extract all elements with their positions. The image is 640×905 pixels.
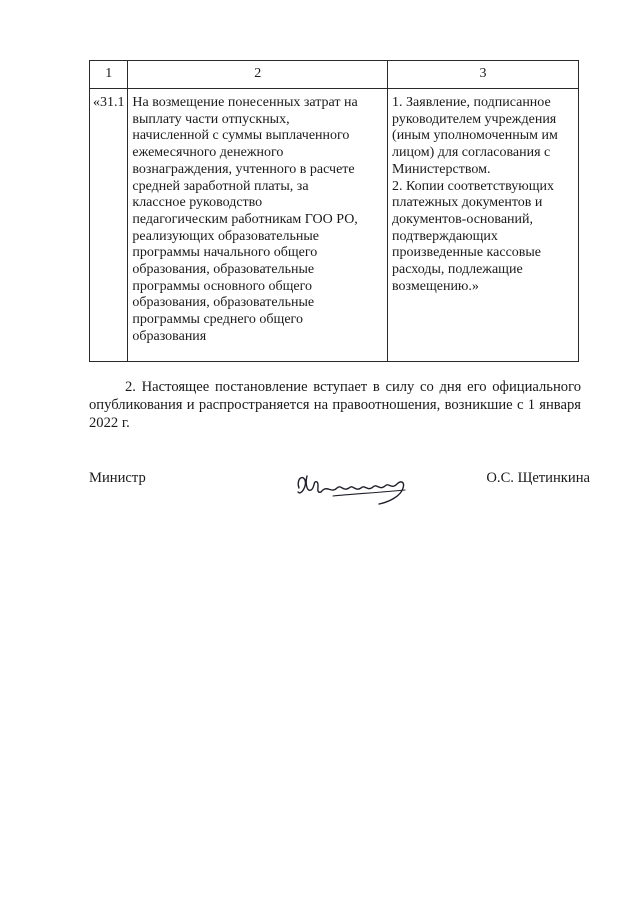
table-header-row	[90, 61, 579, 89]
description-line: выплату части отпускных,	[132, 111, 290, 127]
appendix-table	[89, 60, 579, 362]
description-line: программы среднего общего	[132, 312, 303, 328]
signatory-title: Министр	[89, 470, 146, 486]
signatory-name: О.С. Щетинкина	[486, 470, 590, 486]
description-line: образования	[132, 328, 207, 344]
description-line: вознаграждения, учтенного в расчете	[132, 161, 355, 177]
description-line: начисленной с суммы выплаченного	[132, 128, 350, 144]
description-line: программы начального общего	[132, 245, 318, 261]
description-line: средней заработной платы, за	[132, 178, 309, 194]
paragraph-line: 2022 г.	[89, 415, 130, 431]
effective-date-paragraph	[89, 378, 581, 432]
column-header-2: 2	[128, 61, 388, 89]
column-header-3: 3	[388, 61, 579, 89]
description-line: образования, образовательные	[132, 295, 315, 311]
documents-line: Министерством.	[392, 161, 491, 177]
description-line: образования, образовательные	[132, 262, 315, 278]
documents-line: 2. Копии соответствующих	[392, 178, 555, 194]
documents-line: платежных документов и	[392, 195, 543, 211]
description-line: классное руководство	[132, 195, 263, 211]
row-number: «31.1	[93, 95, 125, 110]
documents-line: (иным уполномоченным им	[392, 128, 558, 144]
paragraph-line: 2. Настоящее постановление вступает в силу со дня его официального	[125, 379, 581, 395]
documents-line: руководителем учреждения	[392, 111, 557, 127]
documents-line: лицом) для согласования с	[392, 145, 551, 161]
documents-line: произведенные кассовые	[392, 245, 542, 261]
description-line: программы основного общего	[132, 278, 313, 294]
description-line: педагогическим работникам ГОО РО,	[132, 211, 358, 227]
description-line: На возмещение понесенных затрат на	[132, 95, 358, 110]
column-header-1: 1	[90, 61, 128, 89]
documents-line: расходы, подлежащие	[392, 262, 523, 278]
description-line: ежемесячного денежного	[132, 145, 284, 161]
documents-line: 1. Заявление, подписанное	[392, 95, 551, 110]
documents-line: подтверждающих	[392, 228, 498, 244]
table-row	[90, 89, 579, 362]
documents-line: документов-оснований,	[392, 211, 534, 227]
documents-line: возмещению.»	[392, 278, 479, 294]
handwritten-signature	[293, 466, 411, 506]
paragraph-line: опубликования и распространяется на правоотношения, возникшие с 1 января	[89, 397, 581, 413]
description-cell	[128, 89, 388, 362]
documents-cell	[388, 89, 579, 362]
row-number-cell	[90, 89, 128, 362]
description-line: реализующих образовательные	[132, 228, 319, 244]
